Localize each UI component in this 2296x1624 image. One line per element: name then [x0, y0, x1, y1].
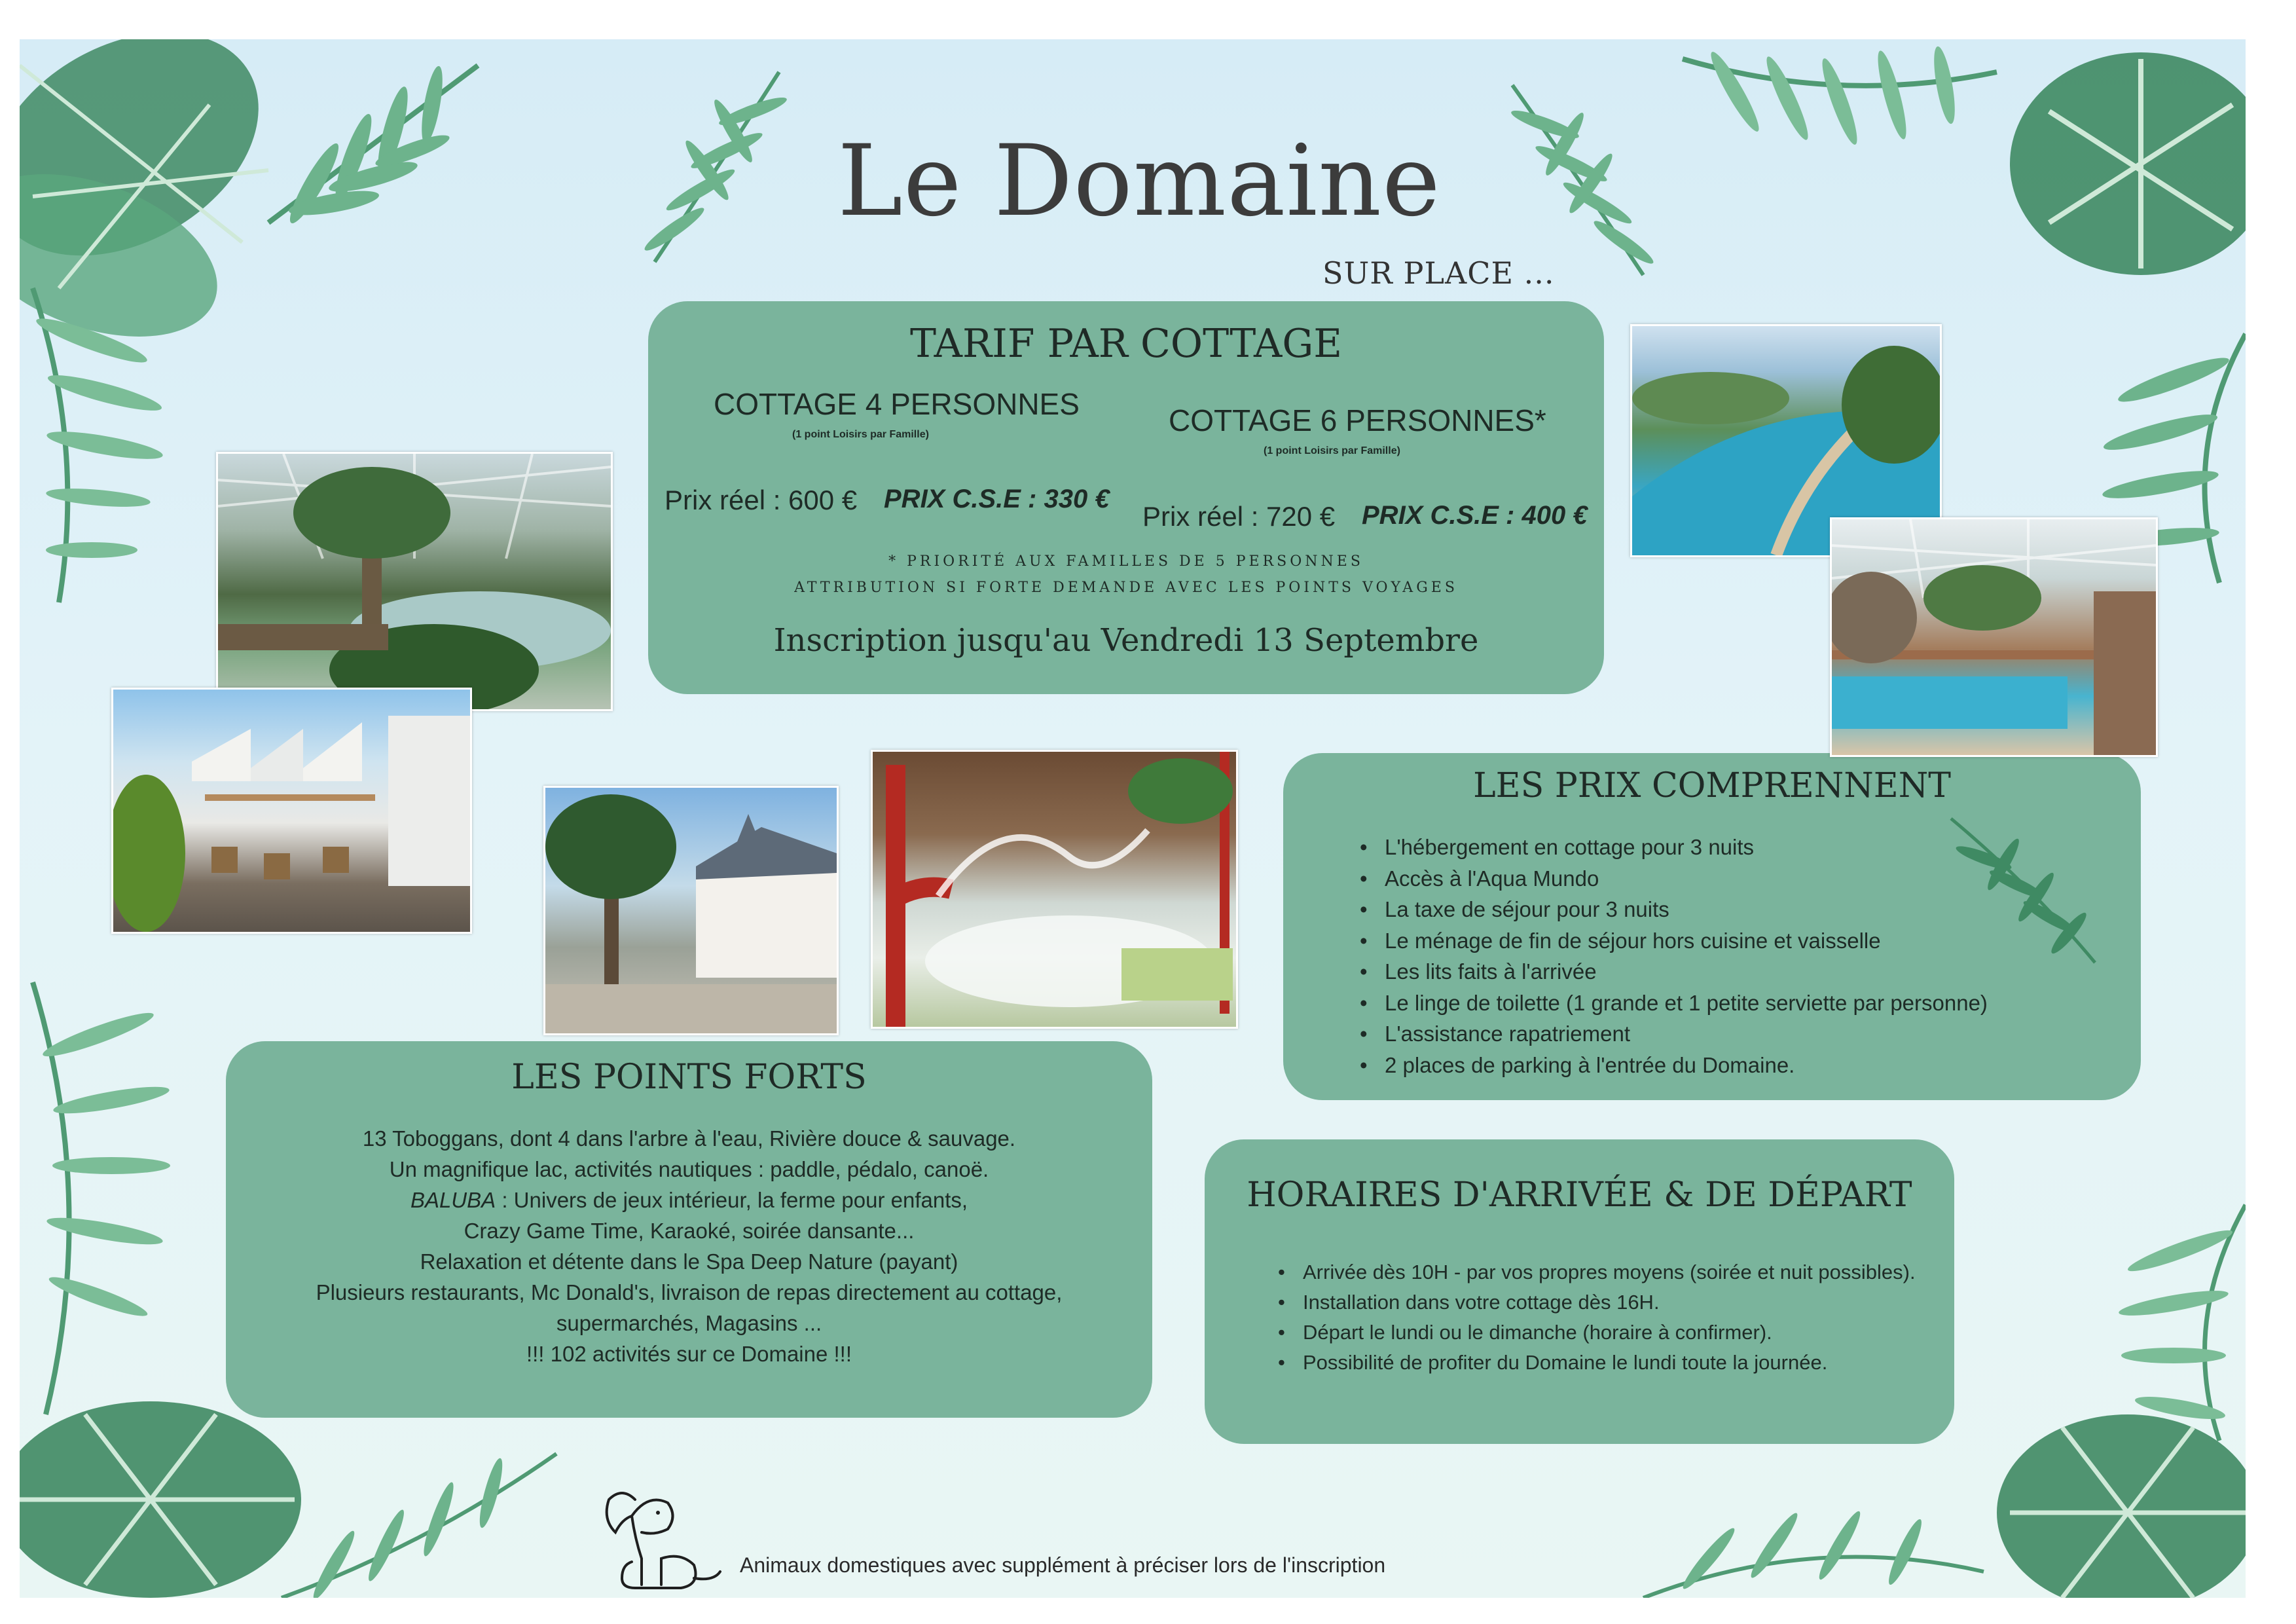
list-item: • La taxe de séjour pour 3 nuits [1385, 894, 1988, 925]
list-item: • Arrivée dès 10H - par vos propres moyens (soirée et nuit possibles). [1303, 1257, 1916, 1287]
cottage4-label: COTTAGE 4 PERSONNES [714, 387, 1080, 421]
palm-leaf-top-right [1669, 39, 2010, 229]
cottage4-note: (1 point Loisirs par Famille) [792, 429, 929, 440]
palm-leaf-top-left [255, 52, 491, 249]
photo-water-play [871, 750, 1238, 1029]
animals-note: Animaux domestiques avec supplément à préciser lors de l'inscription [740, 1553, 1386, 1577]
cottage6-note: (1 point Loisirs par Famille) [1264, 445, 1400, 456]
baluba-description: : Univers de jeux intérieur, la ferme pour enfants, [496, 1188, 968, 1212]
list-item: • Installation dans votre cottage dès 16H. [1303, 1287, 1916, 1318]
photo-aquamundo-pool [1830, 517, 2158, 757]
page-title: Le Domaine [837, 124, 1441, 238]
cottage4-price-real: Prix réel : 600 € [665, 485, 858, 515]
points-forts-body [226, 1123, 1152, 1369]
points-forts-line: supermarchés, Magasins ... [556, 1311, 822, 1335]
list-item: • Les lits faits à l'arrivée [1385, 956, 1988, 987]
tarif-inscription: Inscription jusqu'au Vendredi 13 Septembre [773, 622, 1479, 659]
page-subtitle: SUR PLACE ... [1322, 255, 1555, 291]
baluba-label: BALUBA [410, 1188, 496, 1212]
points-forts-line: Relaxation et détente dans le Spa Deep Nature (payant) [420, 1249, 958, 1274]
points-forts-box [226, 1041, 1152, 1418]
list-item: • L'assistance rapatriement [1385, 1018, 1988, 1050]
prix-comprennent-title: LES PRIX COMPRENNENT [1473, 766, 1951, 805]
list-item: • Départ le lundi ou le dimanche (horaire à confirmer). [1303, 1318, 1916, 1348]
dog-icon [596, 1480, 727, 1598]
cottage6-price-real: Prix réel : 720 € [1142, 501, 1336, 532]
prix-comprennent-list [1358, 832, 1988, 1080]
palm-leaf-bottom-right [2075, 1192, 2246, 1454]
palm-leaf-bottom-right-2 [1630, 1454, 1997, 1598]
palm-leaf-left [20, 275, 242, 616]
list-item: • Accès à l'Aqua Mundo [1385, 863, 1988, 895]
photo-village-buildings [543, 786, 839, 1035]
list-item: • 2 places de parking à l'entrée du Domaine. [1385, 1050, 1988, 1081]
photo-art [873, 752, 1236, 1027]
points-forts-line: Plusieurs restaurants, Mc Donald's, livraison de repas directement au cottage, [316, 1280, 1063, 1304]
photo-aquamundo-indoor [216, 452, 613, 711]
points-forts-line: 13 Toboggans, dont 4 dans l'arbre à l'eau, Rivière douce & sauvage. [362, 1126, 1016, 1151]
cottage6-price-cse: PRIX C.S.E : 400 € [1362, 501, 1588, 530]
photo-art [1832, 519, 2156, 755]
tarif-footnote-2: ATTRIBUTION SI FORTE DEMANDE AVEC LES POINTS VOYAGES [794, 580, 1458, 596]
points-forts-title: LES POINTS FORTS [511, 1058, 867, 1097]
horaires-box [1205, 1139, 1954, 1444]
photo-art [218, 454, 611, 709]
photo-art [113, 690, 470, 932]
points-forts-line: Un magnifique lac, activités nautiques : paddle, pédalo, canoë. [389, 1157, 989, 1181]
points-forts-line: !!! 102 activités sur ce Domaine !!! [526, 1342, 852, 1366]
list-item: • Possibilité de profiter du Domaine le lundi toute la journée. [1303, 1348, 1916, 1378]
points-forts-line [226, 1185, 1152, 1215]
horaires-title: HORAIRES D'ARRIVÉE & DE DÉPART [1247, 1175, 1912, 1215]
palm-leaf-bottom-center [268, 1441, 570, 1598]
list-item: • L'hébergement en cottage pour 3 nuits [1385, 832, 1988, 863]
tarif-footnote-1: * PRIORITÉ AUX FAMILLES DE 5 PERSONNES [888, 553, 1364, 570]
photo-art [545, 788, 837, 1033]
prix-comprennent-box [1283, 753, 2141, 1100]
cottage6-label: COTTAGE 6 PERSONNES* [1169, 403, 1546, 437]
points-forts-line: Crazy Game Time, Karaoké, soirée dansante... [464, 1219, 915, 1243]
cottage4-price-cse: PRIX C.S.E : 330 € [884, 485, 1110, 513]
photo-restaurant-terrace [111, 688, 472, 934]
tarif-box [648, 301, 1604, 694]
horaires-list [1277, 1257, 1916, 1378]
palm-leaf-title-left [629, 59, 799, 275]
tarif-title: TARIF PAR COTTAGE [909, 321, 1343, 367]
list-item: • Le linge de toilette (1 grande et 1 petite serviette par personne) [1385, 987, 1988, 1019]
list-item: • Le ménage de fin de séjour hors cuisine et vaisselle [1385, 925, 1988, 957]
palm-leaf-box-decoration [1938, 805, 2108, 976]
flyer-sheet [20, 39, 2246, 1598]
